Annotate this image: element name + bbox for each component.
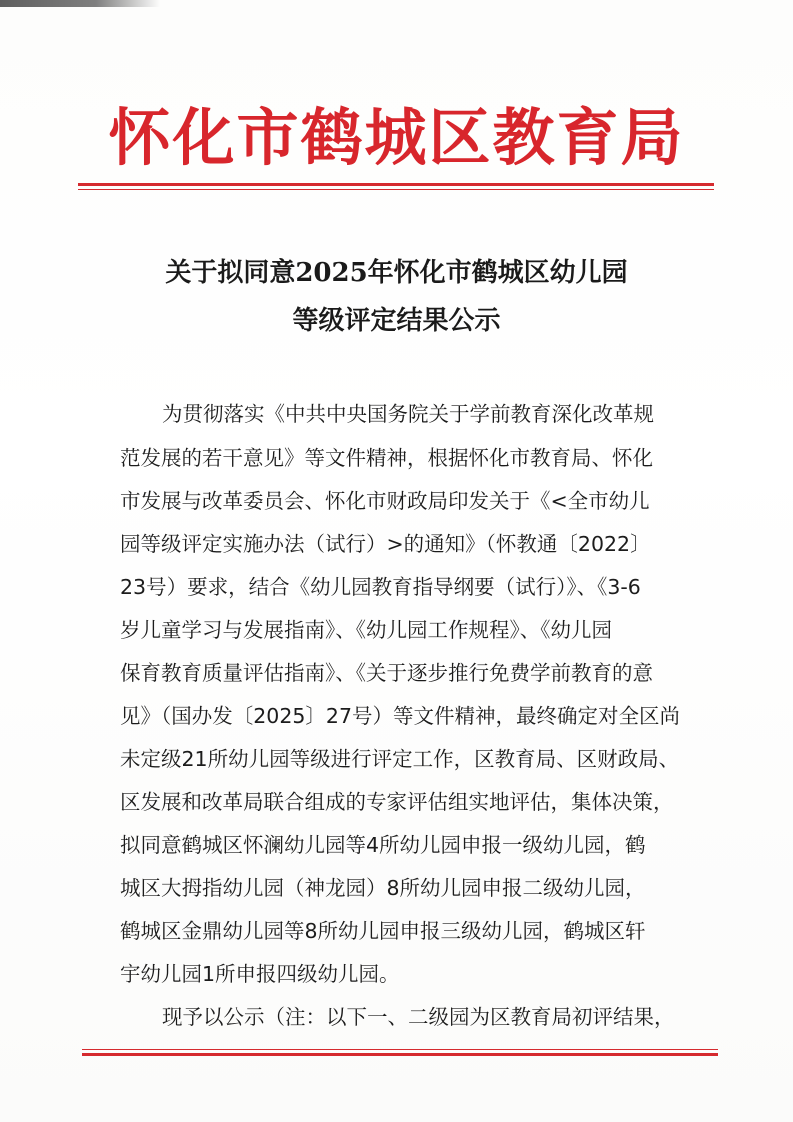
document-title-line-1: 关于拟同意2025年怀化市鹤城区幼儿园 bbox=[165, 258, 628, 288]
document-title-line-2: 等级评定结果公示 bbox=[292, 306, 501, 336]
letterhead-rule-thick bbox=[78, 183, 714, 186]
body-paragraph-line: 范发展的若干意见》等文件精神，根据怀化市教育局、怀化 bbox=[120, 446, 653, 470]
body-paragraph-line: 保育教育质量评估指南》、《关于逐步推行免费学前教育的意 bbox=[120, 661, 653, 685]
body-paragraph-line: 23号）要求，结合《幼儿园教育指导纲要（试行）》、《3-6 bbox=[120, 575, 641, 599]
body-paragraph-line: 园等级评定实施办法（试行）>的通知》（怀教通〔2022〕 bbox=[120, 532, 651, 556]
body-paragraph-line: 拟同意鹤城区怀澜幼儿园等4所幼儿园申报一级幼儿园，鹤 bbox=[120, 833, 646, 857]
body-paragraph-line: 区发展和改革局联合组成的专家评估组实地评估，集体决策， bbox=[120, 790, 674, 814]
body-paragraph-line: 未定级21所幼儿园等级进行评定工作，区教育局、区财政局、 bbox=[120, 747, 680, 771]
body-paragraph-line: 市发展与改革委员会、怀化市财政局印发关于《<全市幼儿 bbox=[120, 489, 650, 513]
body-paragraph-line: 岁儿童学习与发展指南》、《幼儿园工作规程》、《幼儿园 bbox=[120, 618, 612, 642]
letterhead-org-name: 怀化市鹤城区教育局 bbox=[108, 101, 685, 174]
body-paragraph-line: 鹤城区金鼎幼儿园等8所幼儿园申报三级幼儿园，鹤城区轩 bbox=[120, 919, 646, 943]
body-paragraph-line: 城区大拇指幼儿园（神龙园）8所幼儿园申报二级幼儿园， bbox=[120, 876, 646, 900]
scan-edge-mark bbox=[0, 0, 160, 7]
letterhead-rule-thin bbox=[78, 189, 714, 190]
body-paragraph-line: 见》（国办发〔2025〕27号）等文件精神，最终确定对全区尚 bbox=[120, 704, 681, 728]
footer-rule-thick bbox=[82, 1053, 718, 1056]
body-paragraph-line: 为贯彻落实《中共中央国务院关于学前教育深化改革规 bbox=[162, 402, 654, 426]
body-paragraph-line: 宇幼儿园1所申报四级幼儿园。 bbox=[120, 962, 400, 986]
body-paragraph-line: 现予以公示（注：以下一、二级园为区教育局初评结果， bbox=[162, 1005, 675, 1029]
footer-rule-thin bbox=[82, 1049, 718, 1050]
